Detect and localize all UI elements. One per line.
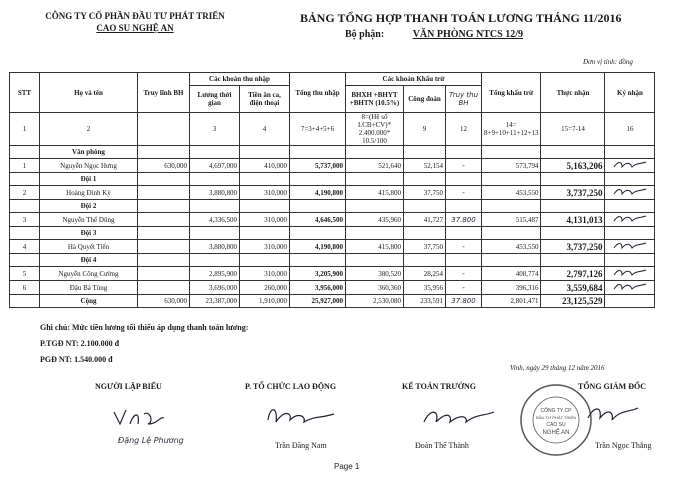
row-signature xyxy=(605,159,655,173)
row-time: 4,697,000 xyxy=(190,159,240,173)
index-cell: 12 xyxy=(446,113,482,146)
row-name: Hà Quyết Tiến xyxy=(40,240,138,254)
row-union: 41,727 xyxy=(404,213,446,227)
empty-cell xyxy=(446,200,482,213)
department-value: VĂN PHÒNG NTCS 12/9 xyxy=(412,29,523,40)
row-signature xyxy=(605,295,655,308)
row-time: 2,895,900 xyxy=(190,267,240,281)
table-row xyxy=(10,213,655,227)
row-ins: 360,360 xyxy=(346,281,404,295)
row-meal: 310,000 xyxy=(240,267,290,281)
row-name: Nguyễn Ngọc Hưng xyxy=(40,159,138,173)
index-cell: 14= 8+9+10+11+12+13 xyxy=(482,113,541,146)
row-ins: 380,520 xyxy=(346,267,404,281)
row-base xyxy=(138,240,190,254)
index-cell: 15=7-14 xyxy=(541,113,605,146)
row-ins: 2,530,080 xyxy=(346,295,404,308)
row-base xyxy=(138,281,190,295)
col-total-income xyxy=(290,73,346,113)
empty-cell xyxy=(346,200,404,213)
col-insurance xyxy=(346,86,404,113)
row-recover: - xyxy=(446,186,482,200)
empty-cell xyxy=(138,200,190,213)
row-time: 3,880,800 xyxy=(190,240,240,254)
row-net: 3,737,250 xyxy=(541,240,605,254)
notes-line2: P.TGĐ NT: 2.100.000 đ xyxy=(40,339,120,348)
row-union: 52,154 xyxy=(404,159,446,173)
row-signature xyxy=(605,267,655,281)
signer-1-name: Đặng Lệ Phương xyxy=(118,436,184,445)
index-cell: 4 xyxy=(240,113,290,146)
row-ins: 521,640 xyxy=(346,159,404,173)
row-signature-mark xyxy=(610,213,650,224)
row-recover: - xyxy=(446,240,482,254)
table-row xyxy=(10,281,655,295)
document-title: BẢNG TỔNG HỢP THANH TOÁN LƯƠNG THÁNG 11/2016 xyxy=(300,11,622,25)
col-time-salary xyxy=(190,86,240,113)
col-net: Thực nhận xyxy=(541,73,605,113)
table-row xyxy=(10,267,655,281)
row-meal: 410,000 xyxy=(240,159,290,173)
header-row-1 xyxy=(10,73,655,86)
stamp-text-2: ĐẦU TƯ PHÁT TRIỂN xyxy=(535,415,577,420)
row-stt: 1 xyxy=(10,159,40,173)
group-row xyxy=(10,146,655,159)
row-income: 3,956,000 xyxy=(290,281,346,295)
group-name: Đội 4 xyxy=(40,254,138,267)
group-row xyxy=(10,173,655,186)
group-row xyxy=(10,227,655,240)
empty-cell xyxy=(482,227,541,240)
row-deduct: 408,774 xyxy=(482,267,541,281)
index-cell: 1 xyxy=(10,113,40,146)
empty-cell xyxy=(605,146,655,159)
row-deduct: 515,487 xyxy=(482,213,541,227)
row-net: 3,737,250 xyxy=(541,186,605,200)
index-cell: 9 xyxy=(404,113,446,146)
group-stt xyxy=(10,200,40,213)
row-recover: - xyxy=(446,159,482,173)
row-deduct: 573,794 xyxy=(482,159,541,173)
salary-table xyxy=(9,72,655,308)
empty-cell xyxy=(290,173,346,186)
row-union: 233,591 xyxy=(404,295,446,308)
empty-cell xyxy=(290,254,346,267)
signer-2-name: Trần Đăng Nam xyxy=(275,441,327,450)
empty-cell xyxy=(541,173,605,186)
row-base xyxy=(138,267,190,281)
col-union xyxy=(404,86,446,113)
row-stt: 3 xyxy=(10,213,40,227)
row-signature-mark xyxy=(610,267,650,278)
row-recover: 37.800 xyxy=(446,213,482,227)
empty-cell xyxy=(482,146,541,159)
group-stt xyxy=(10,254,40,267)
department-label: Bộ phận: xyxy=(345,29,385,40)
row-time: 23,387,000 xyxy=(190,295,240,308)
row-name: Hoàng Đình Kỳ xyxy=(40,186,138,200)
row-net: 23,125,529 xyxy=(541,295,605,308)
empty-cell xyxy=(482,200,541,213)
row-stt: 6 xyxy=(10,281,40,295)
col-deduct-group: Các khoản Khấu trừ xyxy=(346,73,482,86)
total-row xyxy=(10,295,655,308)
empty-cell xyxy=(346,254,404,267)
row-base: 630,000 xyxy=(138,295,190,308)
row-stt xyxy=(10,295,40,308)
row-net: 3,559,684 xyxy=(541,281,605,295)
empty-cell xyxy=(240,254,290,267)
empty-cell xyxy=(404,173,446,186)
index-cell: 7=3+4+5+6 xyxy=(290,113,346,146)
signer-3-title: KẾ TOÁN TRƯỞNG xyxy=(402,382,476,391)
row-time: 3,880,800 xyxy=(190,186,240,200)
row-ins: 415,800 xyxy=(346,186,404,200)
empty-cell xyxy=(541,254,605,267)
row-income: 3,205,900 xyxy=(290,267,346,281)
empty-cell xyxy=(138,254,190,267)
signer-4-name: Trần Ngọc Thắng xyxy=(595,441,652,450)
row-name: Cộng xyxy=(40,295,138,308)
table-row xyxy=(10,159,655,173)
signer-4-title: TỔNG GIÁM ĐỐC xyxy=(578,382,646,391)
index-cell: 3 xyxy=(190,113,240,146)
stamp-text-1: CÔNG TY CP xyxy=(540,408,572,414)
row-union: 37,750 xyxy=(404,186,446,200)
empty-cell xyxy=(404,200,446,213)
empty-cell xyxy=(404,227,446,240)
row-meal: 310,000 xyxy=(240,186,290,200)
row-base xyxy=(138,213,190,227)
empty-cell xyxy=(346,146,404,159)
row-time: 3,696,000 xyxy=(190,281,240,295)
page-number: Page 1 xyxy=(334,462,360,471)
col-total-deduct xyxy=(482,73,541,113)
row-income: 25,927,000 xyxy=(290,295,346,308)
row-deduct: 453,550 xyxy=(482,186,541,200)
col-meal xyxy=(240,86,290,113)
col-name: Họ và tên xyxy=(40,73,138,113)
empty-cell xyxy=(482,254,541,267)
row-recover: - xyxy=(446,267,482,281)
row-union: 28,254 xyxy=(404,267,446,281)
row-ins: 435,960 xyxy=(346,213,404,227)
row-recover: - xyxy=(446,281,482,295)
empty-cell xyxy=(404,146,446,159)
empty-cell xyxy=(138,227,190,240)
row-time: 4,336,500 xyxy=(190,213,240,227)
group-name: Đội 1 xyxy=(40,173,138,186)
row-signature xyxy=(605,213,655,227)
empty-cell xyxy=(190,254,240,267)
group-name: Đội 3 xyxy=(40,227,138,240)
row-stt: 4 xyxy=(10,240,40,254)
signer-1-title: NGƯỜI LẬP BIỂU xyxy=(95,382,162,391)
unit-note: Đơn vị tính: đồng xyxy=(583,58,633,66)
empty-cell xyxy=(541,200,605,213)
date-line: Vinh, ngày 29 tháng 12 năm 2016 xyxy=(510,364,605,372)
empty-cell xyxy=(290,200,346,213)
col-stt: STT xyxy=(10,73,40,113)
index-cell: 16 xyxy=(605,113,655,146)
empty-cell xyxy=(446,254,482,267)
row-stt: 2 xyxy=(10,186,40,200)
row-signature xyxy=(605,281,655,295)
row-base xyxy=(138,186,190,200)
empty-cell xyxy=(605,254,655,267)
empty-cell xyxy=(190,227,240,240)
empty-cell xyxy=(605,173,655,186)
col-insurance-label: BHXH +BHYT +BHTN (10.5%) xyxy=(349,91,400,107)
signature-3 xyxy=(420,402,500,430)
col-time-salary-label: Lương thời gian xyxy=(197,91,232,107)
empty-cell xyxy=(190,146,240,159)
empty-cell xyxy=(240,173,290,186)
index-cell: 2 xyxy=(40,113,138,146)
empty-cell xyxy=(290,146,346,159)
row-signature xyxy=(605,240,655,254)
group-stt xyxy=(10,146,40,159)
signer-2-title: P. TỔ CHỨC LAO ĐỘNG xyxy=(245,382,337,391)
group-stt xyxy=(10,227,40,240)
empty-cell xyxy=(190,200,240,213)
empty-cell xyxy=(605,227,655,240)
stamp-text-4: NGHỆ AN xyxy=(542,430,570,436)
group-row xyxy=(10,200,655,213)
empty-cell xyxy=(404,254,446,267)
empty-cell xyxy=(240,146,290,159)
row-meal: 310,000 xyxy=(240,240,290,254)
empty-cell xyxy=(346,173,404,186)
row-net: 4,131,013 xyxy=(541,213,605,227)
empty-cell xyxy=(446,173,482,186)
signature-2 xyxy=(262,402,342,430)
department-line xyxy=(345,29,523,40)
group-name: Đội 2 xyxy=(40,200,138,213)
empty-cell xyxy=(138,146,190,159)
col-recover xyxy=(446,86,482,113)
col-total-income-label: Tổng thu nhập xyxy=(295,88,340,97)
company-name-line1: CÔNG TY CỔ PHẦN ĐẦU TƯ PHÁT TRIỂN xyxy=(45,11,225,21)
row-deduct: 396,316 xyxy=(482,281,541,295)
row-recover: 37.800 xyxy=(446,295,482,308)
row-income: 4,646,500 xyxy=(290,213,346,227)
col-total-deduct-label: Tổng khấu trừ xyxy=(489,88,534,97)
notes-line1: Ghi chú: Mức tiền lương tối thiểu áp dụng thanh toán lương: xyxy=(40,323,249,332)
group-stt xyxy=(10,173,40,186)
col-sign-label: Ký nhận xyxy=(617,88,643,97)
index-cell: 8=(Hệ số LCB+CV)* 2.400.000* 10.5/100 xyxy=(346,113,404,146)
empty-cell xyxy=(541,146,605,159)
row-meal: 1,910,000 xyxy=(240,295,290,308)
row-name: Đậu Bá Tùng xyxy=(40,281,138,295)
row-income: 4,190,800 xyxy=(290,240,346,254)
row-name: Nguyễn Công Cường xyxy=(40,267,138,281)
col-income-group: Các khoản thu nhập xyxy=(190,73,290,86)
index-row xyxy=(10,113,655,146)
group-row xyxy=(10,254,655,267)
table-row xyxy=(10,186,655,200)
row-net: 5,163,206 xyxy=(541,159,605,173)
table-row xyxy=(10,240,655,254)
empty-cell xyxy=(240,200,290,213)
row-union: 37,750 xyxy=(404,240,446,254)
company-name-line2: CAO SU NGHỆ AN xyxy=(96,23,174,33)
company-header xyxy=(40,10,230,34)
row-signature-mark xyxy=(610,240,650,251)
col-base: Truy lĩnh BH xyxy=(138,73,190,113)
col-meal-label: Tiền ăn ca, điện thoại xyxy=(248,91,281,107)
row-stt: 5 xyxy=(10,267,40,281)
signature-1 xyxy=(110,402,170,432)
col-union-label: Công đoàn xyxy=(408,95,441,103)
row-base: 630,000 xyxy=(138,159,190,173)
signer-3-name: Đoàn Thế Thành xyxy=(415,441,469,450)
row-meal: 260,000 xyxy=(240,281,290,295)
row-deduct: 2,801,471 xyxy=(482,295,541,308)
empty-cell xyxy=(446,146,482,159)
empty-cell xyxy=(290,227,346,240)
empty-cell xyxy=(190,173,240,186)
empty-cell xyxy=(138,173,190,186)
notes-line3: PGĐ NT: 1.540.000 đ xyxy=(40,355,113,364)
row-signature xyxy=(605,186,655,200)
empty-cell xyxy=(346,227,404,240)
company-stamp xyxy=(518,382,594,458)
row-ins: 415,800 xyxy=(346,240,404,254)
empty-cell xyxy=(605,200,655,213)
empty-cell xyxy=(541,227,605,240)
stamp-text-3: CAO SU xyxy=(546,422,566,428)
row-signature-mark xyxy=(610,281,650,292)
row-income: 4,190,800 xyxy=(290,186,346,200)
row-signature-mark xyxy=(610,186,650,197)
group-name: Văn phòng xyxy=(40,146,138,159)
row-income: 5,737,000 xyxy=(290,159,346,173)
empty-cell xyxy=(446,227,482,240)
table-body xyxy=(10,146,655,308)
empty-cell xyxy=(482,173,541,186)
empty-cell xyxy=(240,227,290,240)
signature-4 xyxy=(584,400,644,430)
col-sign xyxy=(605,73,655,113)
row-meal: 310,000 xyxy=(240,213,290,227)
row-name: Nguyễn Thế Dũng xyxy=(40,213,138,227)
row-signature-mark xyxy=(610,159,650,170)
index-cell xyxy=(138,113,190,146)
row-deduct: 453,550 xyxy=(482,240,541,254)
col-recover-label: Truy thu BH xyxy=(448,91,479,107)
row-net: 2,797,126 xyxy=(541,267,605,281)
row-union: 35,956 xyxy=(404,281,446,295)
